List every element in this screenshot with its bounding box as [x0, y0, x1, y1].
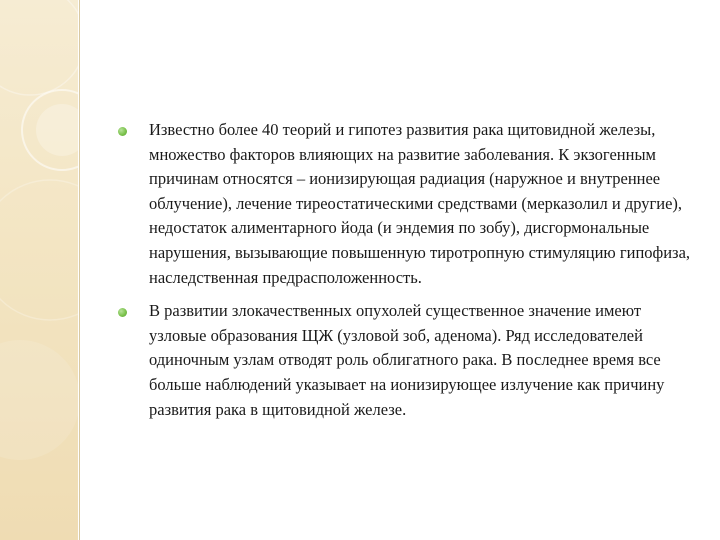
decorative-side-panel [0, 0, 78, 540]
decorative-circle [36, 104, 78, 156]
decorative-circle [0, 0, 78, 95]
bullet-text: Известно более 40 теорий и гипотез развития рака щитовидной железы, множество факторов влияющих на развитие заболевания. К экзогенным причинам относятся – ионизирующая радиация (наружное и внутреннее облучение), лечение тиреостатическими средствами (мерказолил и другие), недостаток алиментарного йода (и эндемия по зобу), дисгормональные нарушения, вызывающие повышенную тиротропную стимуляцию гипофиза, наследственная предрасположенность. [149, 120, 691, 287]
bullet-point-icon [118, 127, 127, 136]
bullet-point-icon [118, 308, 127, 317]
decorative-circles-graphic [0, 0, 78, 540]
bullet-item [118, 299, 696, 422]
bullet-text: В развитии злокачественных опухолей существенное значение имеют узловые образования ЩЖ (узловой зоб, аденома). Ряд исследователей одиночным узлам отводят роль облигатного рака. В последнее время все больше наблюдений указывает на ионизирующее излучение как причину развития рака в щитовидной железе. [149, 301, 665, 419]
slide-content [118, 118, 696, 431]
bullet-item [118, 118, 696, 290]
panel-divider [79, 0, 80, 540]
decorative-circle [0, 340, 78, 460]
decorative-circle [0, 180, 78, 320]
